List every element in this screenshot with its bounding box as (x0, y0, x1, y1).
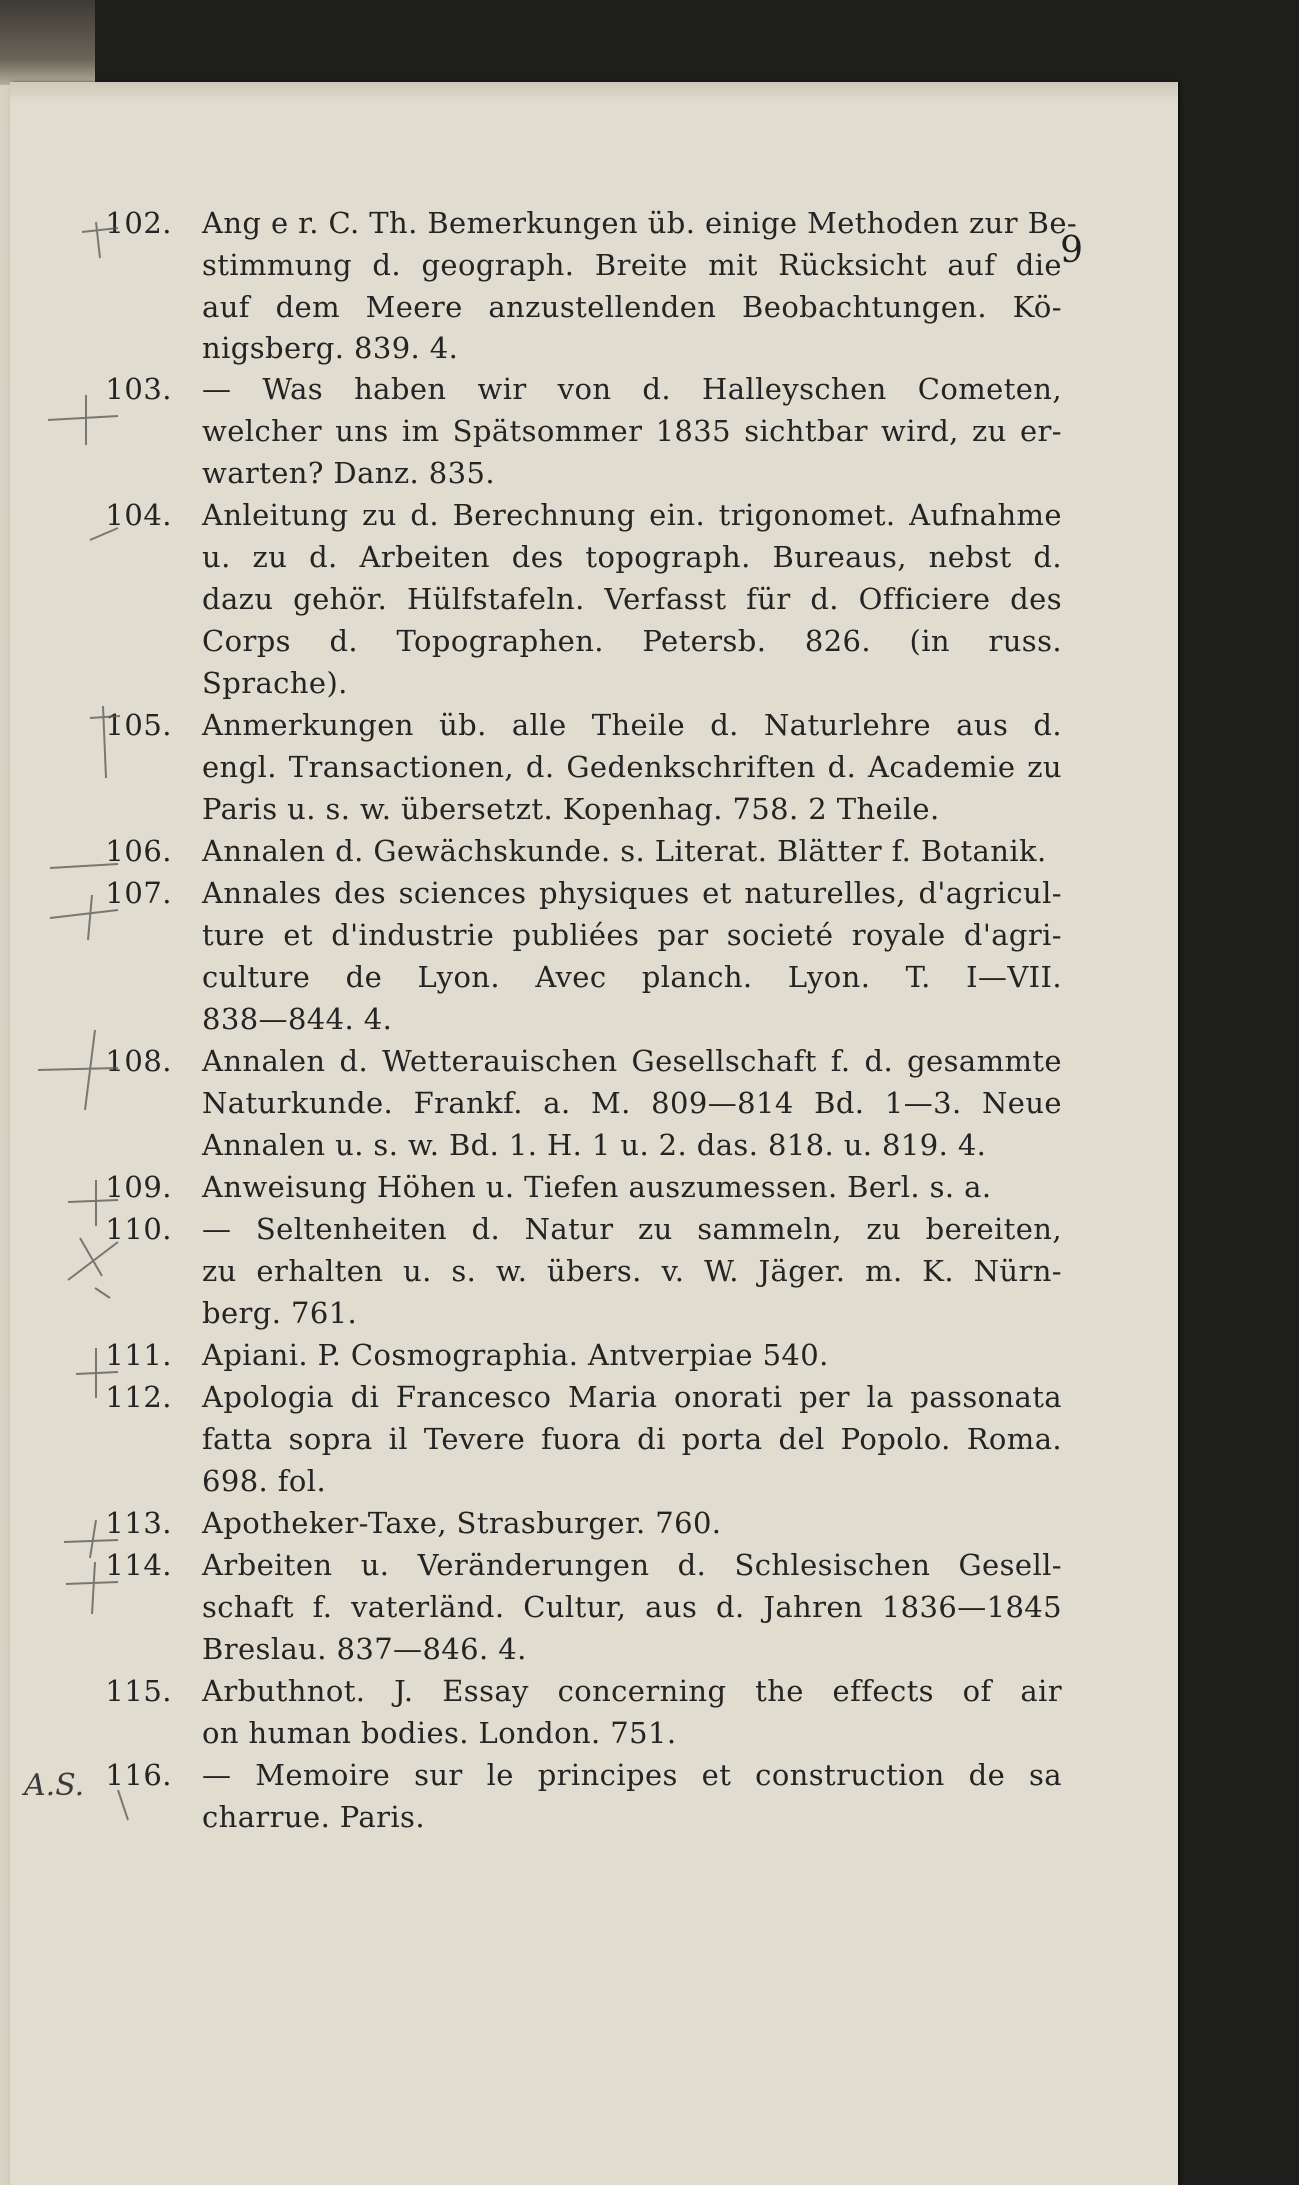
entry-line: Ang e r. C. Th. Bemerkungen üb. einige Methoden zur Be- (202, 206, 1078, 240)
entry-number: 114. (105, 1548, 172, 1582)
entry-line: Arbuthnot. J. Essay concerning the effects of air (202, 1674, 1062, 1708)
entry-line: stimmung d. geograph. Breite mit Rücksicht auf die (202, 248, 1062, 282)
entry-number: 105. (105, 708, 172, 742)
entry-line: Arbeiten u. Veränderungen d. Schlesischen Gesell- (202, 1548, 1062, 1582)
entry-line: nigsberg. 839. 4. (202, 331, 459, 365)
entry-line: Apiani. P. Cosmographia. Antverpiae 540. (202, 1338, 829, 1372)
entry-line: auf dem Meere anzustellenden Beobachtungen. Kö- (202, 290, 1062, 324)
entry-number: 103. (105, 372, 172, 406)
entry-line: — Seltenheiten d. Natur zu sammeln, zu bereiten, (202, 1212, 1062, 1246)
entry-line: engl. Transactionen, d. Gedenkschriften d. Academie zu (202, 750, 1062, 784)
entry-line: Corps d. Topographen. Petersb. 826. (in russ. (202, 624, 1062, 658)
entry-line: Anmerkungen üb. alle Theile d. Naturlehre aus d. (202, 708, 1062, 742)
entry-line: u. zu d. Arbeiten des topograph. Bureaus, nebst d. (202, 540, 1062, 574)
entry-line: Apotheker-Taxe, Strasburger. 760. (202, 1506, 722, 1540)
entry-line: welcher uns im Spätsommer 1835 sichtbar wird, zu er- (202, 414, 1062, 448)
entry-number: 116. (105, 1758, 172, 1792)
entry-line: charrue. Paris. (202, 1800, 425, 1834)
entry-line: dazu gehör. Hülfstafeln. Verfasst für d. Officiere des (202, 582, 1062, 616)
entry-line: Annalen d. Wetterauischen Gesellschaft f. d. gesammte (202, 1044, 1062, 1078)
entry-line: Paris u. s. w. übersetzt. Kopenhag. 758. 2 Theile. (202, 792, 940, 826)
entry-line: 838—844. 4. (202, 1002, 393, 1036)
entry-line: Anleitung zu d. Berechnung ein. trigonomet. Aufnahme (202, 498, 1062, 532)
entry-line: fatta sopra il Tevere fuora di porta del Popolo. Roma. (202, 1422, 1062, 1456)
entry-line: Sprache). (202, 666, 348, 700)
entry-line: berg. 761. (202, 1296, 358, 1330)
page-number: 9 (1060, 230, 1083, 271)
entry-number: 112. (105, 1380, 172, 1414)
annotation-as: A.S. (24, 1768, 85, 1803)
entry-number: 104. (105, 498, 172, 532)
entry-line: ture et d'industrie publiées par societé royale d'agri- (202, 918, 1062, 952)
entry-number: 102. (105, 206, 172, 240)
entry-line: Annalen d. Gewächskunde. s. Literat. Blätter f. Botanik. (202, 834, 1047, 868)
entry-line: Annalen u. s. w. Bd. 1. H. 1 u. 2. das. 818. u. 819. 4. (202, 1128, 987, 1162)
entry-line: Naturkunde. Frankf. a. M. 809—814 Bd. 1—3. Neue (202, 1086, 1062, 1120)
entry-line: culture de Lyon. Avec planch. Lyon. T. I—VII. (202, 960, 1062, 994)
entry-line: — Was haben wir von d. Halleyschen Cometen, (202, 372, 1062, 406)
entry-number: 106. (105, 834, 172, 868)
entry-line: Apologia di Francesco Maria onorati per la passonata (202, 1380, 1062, 1414)
entry-line: Breslau. 837—846. 4. (202, 1632, 527, 1666)
entry-number: 111. (105, 1338, 172, 1372)
entry-number: 107. (105, 876, 172, 910)
entry-number: 115. (105, 1674, 172, 1708)
entry-line: — Memoire sur le principes et construction de sa (202, 1758, 1062, 1792)
entry-line: schaft f. vaterländ. Cultur, aus d. Jahren 1836—1845 (202, 1590, 1062, 1624)
entry-number: 108. (105, 1044, 172, 1078)
entry-line: Anweisung Höhen u. Tiefen auszumessen. Berl. s. a. (202, 1170, 992, 1204)
entry-line: on human bodies. London. 751. (202, 1716, 677, 1750)
entry-line: 698. fol. (202, 1464, 327, 1498)
entry-number: 113. (105, 1506, 172, 1540)
entry-line: warten? Danz. 835. (202, 456, 495, 490)
entry-number: 109. (105, 1170, 172, 1204)
entry-line: Annales des sciences physiques et naturelles, d'agricul- (202, 876, 1062, 910)
entry-line: zu erhalten u. s. w. übers. v. W. Jäger. m. K. Nürn- (202, 1254, 1062, 1288)
entry-number: 110. (105, 1212, 172, 1246)
